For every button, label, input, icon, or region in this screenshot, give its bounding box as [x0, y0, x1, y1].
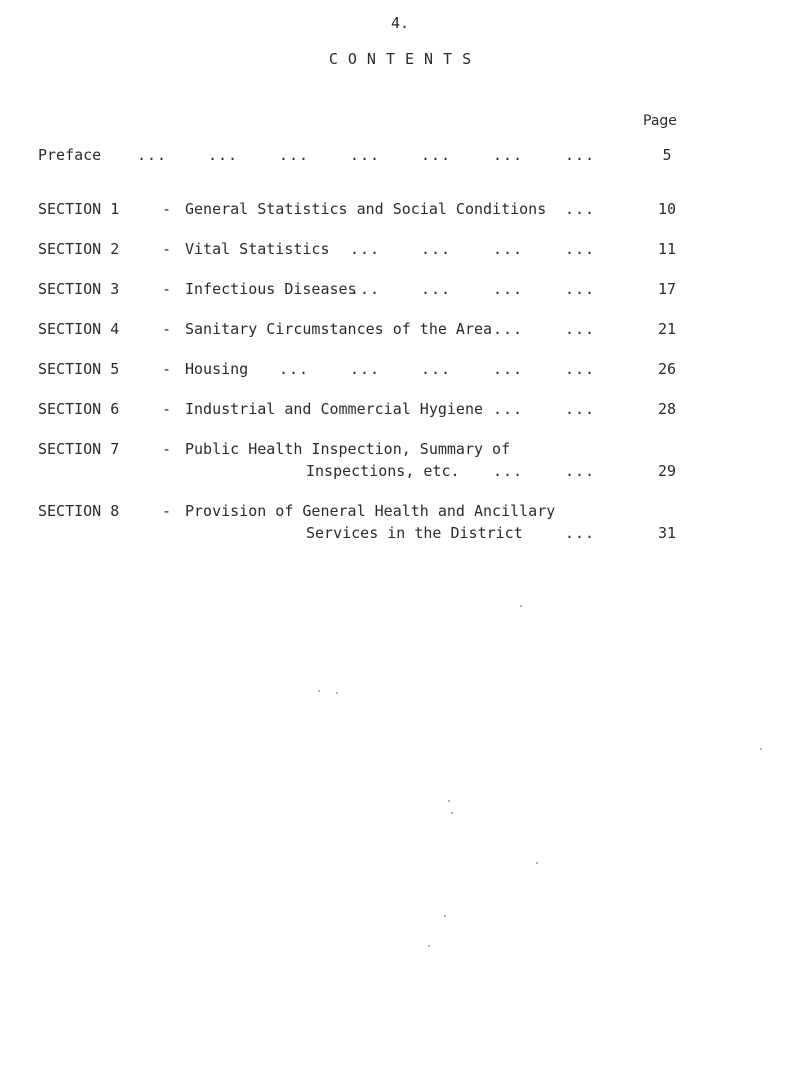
- toc-section-label: SECTION 5: [38, 360, 120, 378]
- toc-leader: ...: [565, 524, 596, 542]
- toc-entry-section-8-continued: [0, 522, 800, 544]
- toc-page-number: 26: [657, 360, 677, 378]
- speck: [536, 862, 538, 864]
- toc-leader: ...: [565, 320, 596, 338]
- toc-section-label: SECTION 2: [38, 240, 120, 258]
- toc-section-label: SECTION 7: [38, 440, 120, 458]
- toc-entry-preface: [0, 144, 800, 166]
- toc-dash: -: [162, 280, 172, 298]
- toc-section-title: General Statistics and Social Conditions: [185, 200, 547, 218]
- toc-leader: ...: [565, 146, 596, 164]
- speck: [318, 690, 320, 692]
- toc-leader: ...: [208, 146, 239, 164]
- toc-section-title-continued: Inspections, etc.: [306, 462, 460, 480]
- toc-section-title: Industrial and Commercial Hygiene: [185, 400, 484, 418]
- toc-section-title: Public Health Inspection, Summary of: [185, 440, 511, 458]
- speck: [444, 915, 446, 917]
- toc-page-number: 29: [657, 462, 677, 480]
- toc-leader: ...: [493, 280, 524, 298]
- speck: [451, 812, 453, 814]
- toc-entry-section-2: [0, 238, 800, 260]
- toc-section-title: Vital Statistics: [185, 240, 330, 258]
- toc-dash: -: [162, 440, 172, 458]
- toc-page-number: 5: [662, 146, 672, 164]
- toc-entry-section-3: [0, 278, 800, 300]
- speck: [336, 692, 338, 694]
- toc-leader: ...: [350, 146, 381, 164]
- toc-section-label: Preface: [38, 146, 102, 164]
- toc-entry-section-7-continued: [0, 460, 800, 482]
- toc-leader: ...: [493, 146, 524, 164]
- toc-page-number: 21: [657, 320, 677, 338]
- toc-section-title: Provision of General Health and Ancillary: [185, 502, 556, 520]
- toc-entry-section-6: [0, 398, 800, 420]
- toc-leader: ...: [565, 360, 596, 378]
- toc-section-title: Sanitary Circumstances of the Area: [185, 320, 493, 338]
- page-number: 4.: [390, 14, 410, 32]
- toc-leader: ...: [279, 360, 310, 378]
- toc-page-number: 28: [657, 400, 677, 418]
- toc-dash: -: [162, 200, 172, 218]
- toc-leader: ...: [493, 400, 524, 418]
- toc-leader: ...: [350, 280, 381, 298]
- toc-dash: -: [162, 240, 172, 258]
- toc-dash: -: [162, 400, 172, 418]
- toc-leader: ...: [565, 280, 596, 298]
- toc-leader: ...: [565, 462, 596, 480]
- toc-section-label: SECTION 6: [38, 400, 120, 418]
- toc-section-label: SECTION 3: [38, 280, 120, 298]
- toc-leader: ...: [493, 462, 524, 480]
- toc-leader: ...: [493, 360, 524, 378]
- toc-page-number: 11: [657, 240, 677, 258]
- toc-entry-section-8: [0, 500, 800, 522]
- toc-leader: ...: [350, 360, 381, 378]
- toc-section-title: Housing: [185, 360, 249, 378]
- toc-leader: ...: [565, 200, 596, 218]
- toc-dash: -: [162, 502, 172, 520]
- page-column-label: Page: [643, 113, 677, 129]
- speck: [760, 748, 762, 750]
- toc-leader: ...: [493, 320, 524, 338]
- toc-section-label: SECTION 4: [38, 320, 120, 338]
- toc-dash: -: [162, 320, 172, 338]
- toc-entry-section-7: [0, 438, 800, 460]
- toc-section-title: Infectious Diseases: [185, 280, 357, 298]
- speck: [520, 605, 522, 607]
- toc-page-number: 31: [657, 524, 677, 542]
- toc-page-number: 10: [657, 200, 677, 218]
- toc-leader: ...: [279, 146, 310, 164]
- toc-section-label: SECTION 1: [38, 200, 120, 218]
- toc-leader: ...: [421, 146, 452, 164]
- speck: [428, 945, 430, 947]
- toc-leader: ...: [421, 360, 452, 378]
- toc-entry-section-5: [0, 358, 800, 380]
- toc-leader: ...: [421, 240, 452, 258]
- toc-leader: ...: [421, 280, 452, 298]
- toc-leader: ...: [493, 240, 524, 258]
- speck: [448, 800, 450, 802]
- toc-leader: ...: [350, 240, 381, 258]
- toc-page-number: 17: [657, 280, 677, 298]
- toc-section-title-continued: Services in the District: [306, 524, 523, 542]
- toc-leader: ...: [137, 146, 168, 164]
- toc-entry-section-1: [0, 198, 800, 220]
- toc-section-label: SECTION 8: [38, 502, 120, 520]
- contents-title: CONTENTS: [328, 50, 482, 68]
- toc-entry-section-4: [0, 318, 800, 340]
- toc-leader: ...: [565, 240, 596, 258]
- toc-dash: -: [162, 360, 172, 378]
- toc-leader: ...: [565, 400, 596, 418]
